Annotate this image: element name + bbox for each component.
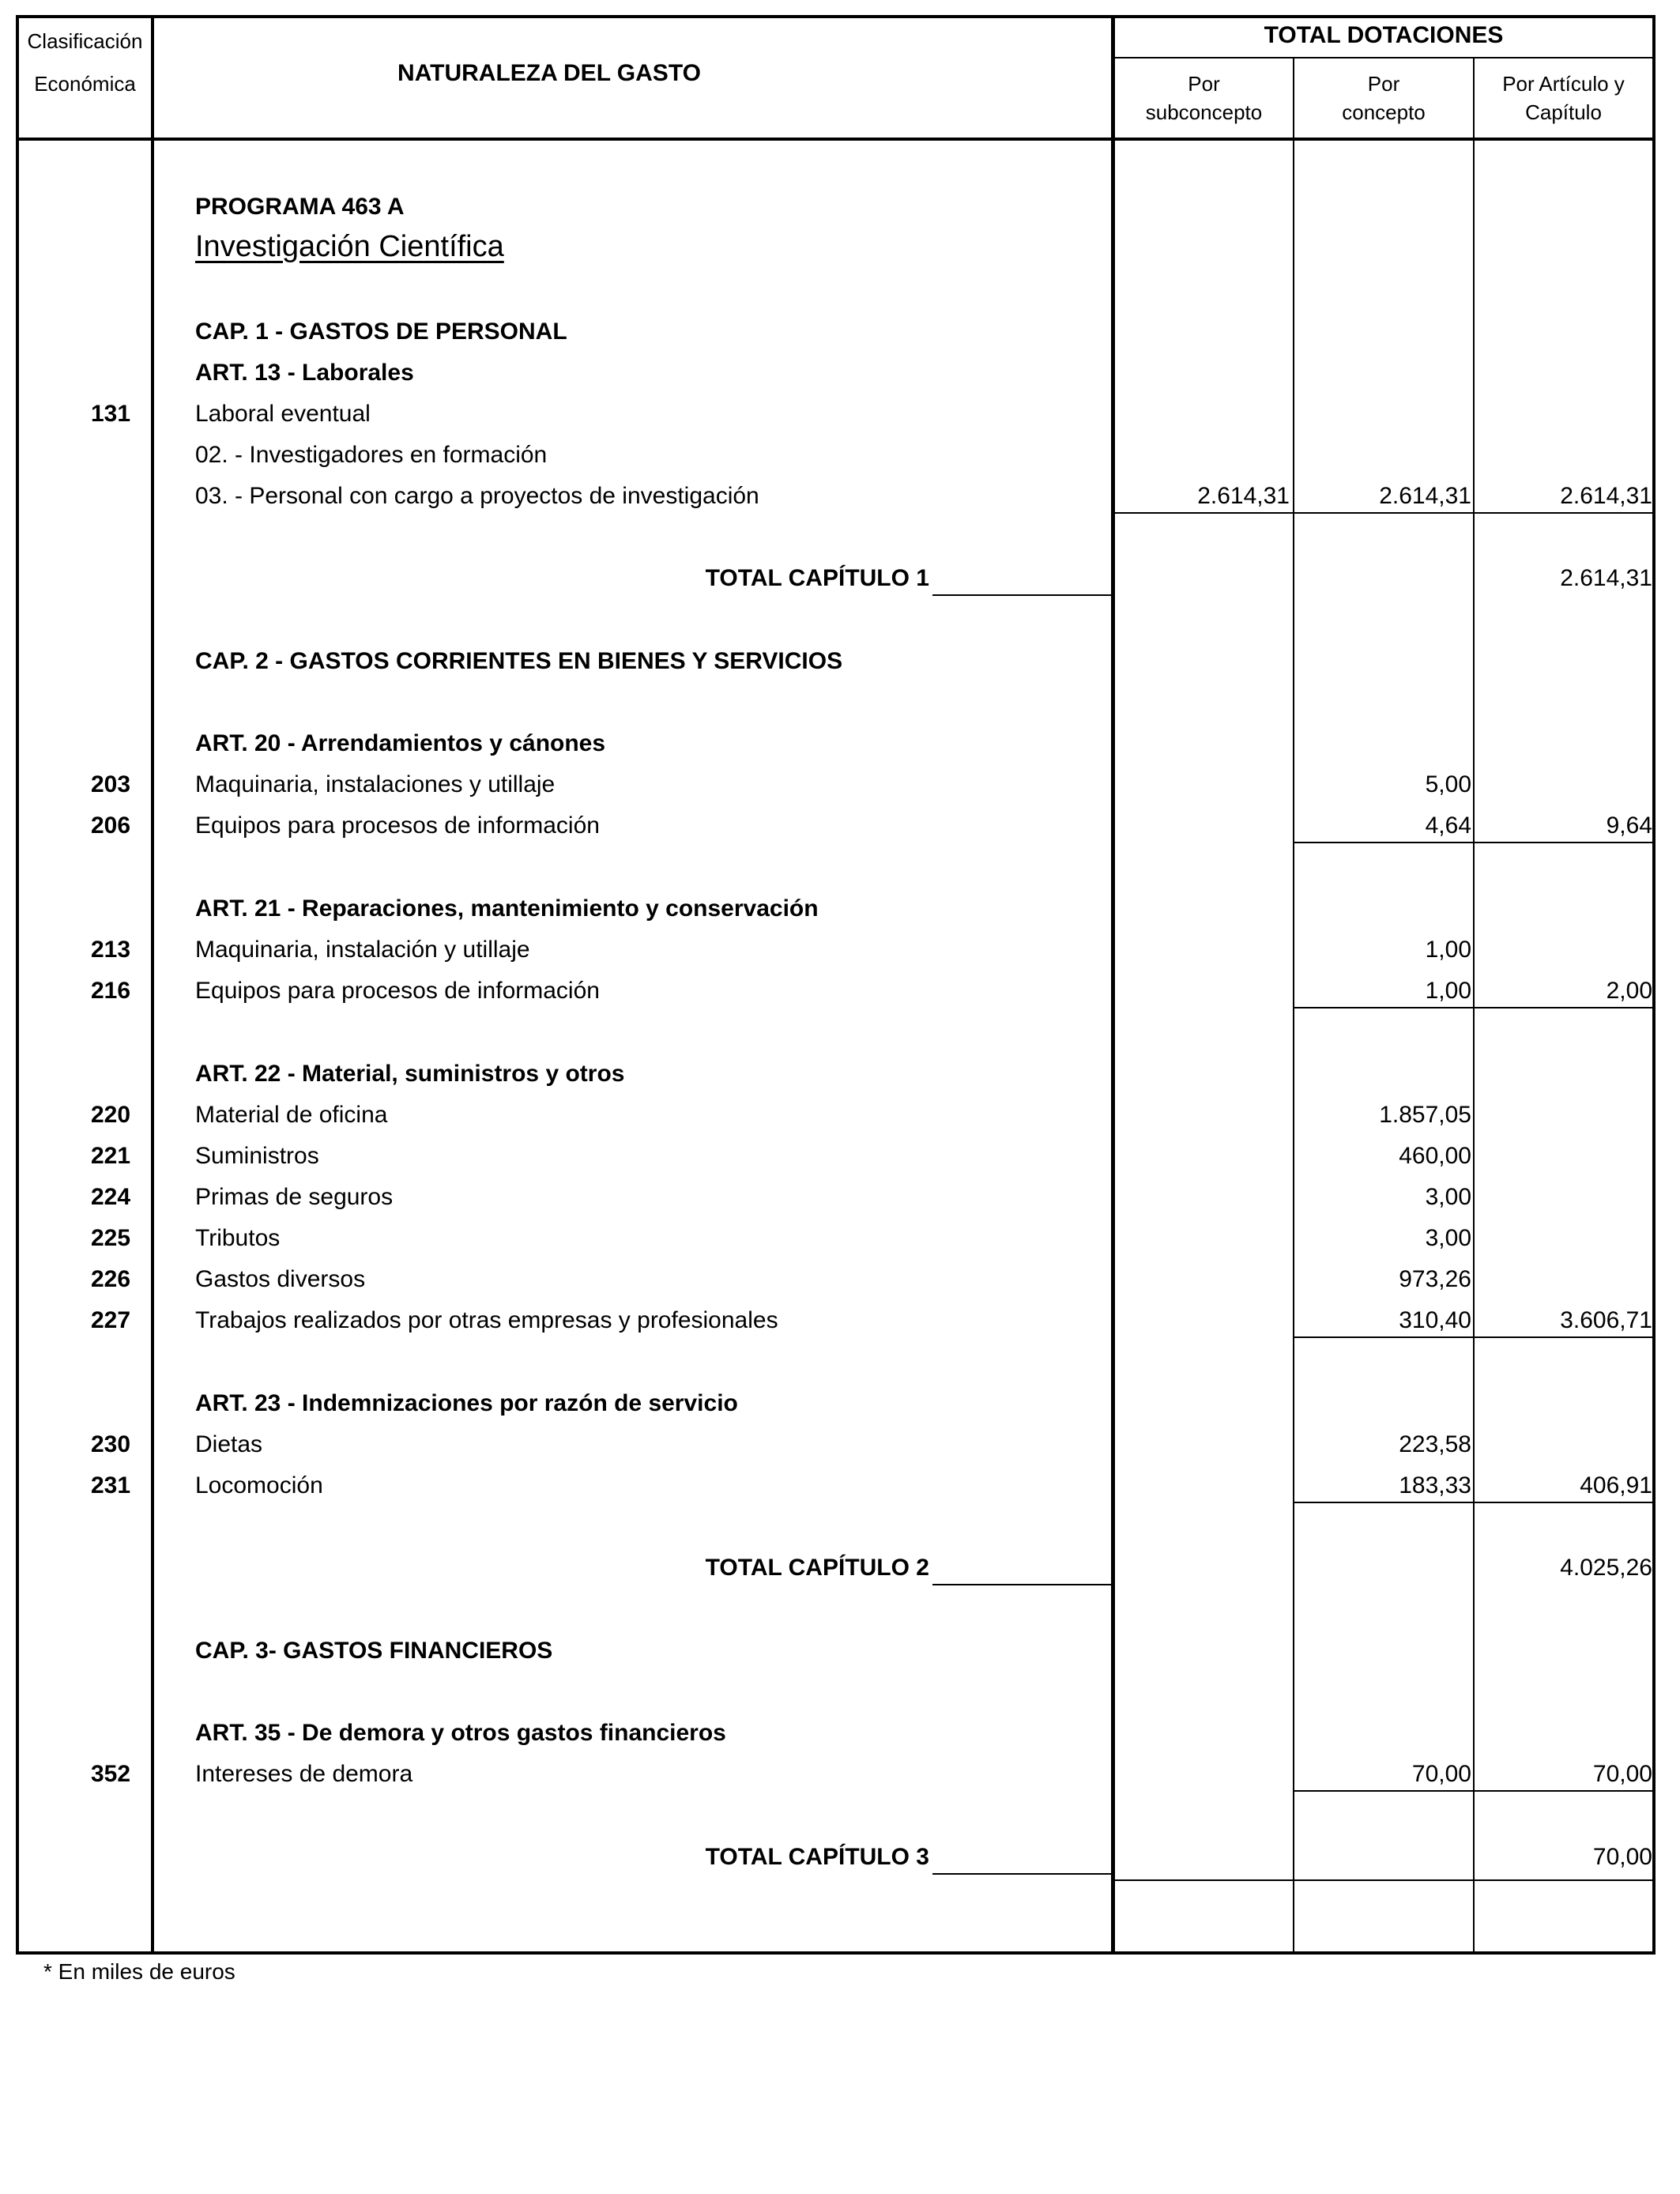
value-concepto: 70,00: [1411, 1761, 1471, 1787]
total-capitulo-2-label: TOTAL CAPÍTULO 2: [705, 1555, 929, 1581]
header-col3-line1: Por Artículo y: [1502, 72, 1625, 96]
header-col1-line2: subconcepto: [1145, 100, 1263, 124]
total-capitulo-1-label: TOTAL CAPÍTULO 1: [705, 565, 929, 591]
subtotal-rule: [1294, 1336, 1652, 1338]
frame-left: [16, 15, 19, 1955]
row-code: 230: [90, 1431, 131, 1457]
total-capitulo-1-value: 2.614,31: [1560, 565, 1652, 591]
row-desc: Laboral eventual: [195, 401, 371, 427]
header-col2-line1: Por: [1367, 72, 1400, 96]
row-desc: Intereses de demora: [195, 1761, 413, 1787]
total-rule: [932, 1873, 1111, 1875]
value-concepto: 223,58: [1399, 1431, 1471, 1457]
total-dotaciones-rule: [1111, 57, 1656, 58]
header-separator: [16, 138, 1656, 141]
total-capitulo-3-label: TOTAL CAPÍTULO 3: [705, 1844, 929, 1870]
programa-code: PROGRAMA 463 A: [195, 194, 405, 220]
row-desc: Dietas: [195, 1431, 263, 1457]
header-naturaleza: NATURALEZA DEL GASTO: [397, 60, 701, 86]
row-code: 226: [90, 1266, 131, 1292]
closing-rule: [1115, 1879, 1652, 1881]
value-concepto: 973,26: [1399, 1266, 1471, 1292]
value-concepto: 2.614,31: [1379, 483, 1471, 509]
subtotal-rule: [1294, 1790, 1652, 1792]
header-col3-line2: Capítulo: [1525, 100, 1602, 124]
subtotal-rule: [1294, 1007, 1652, 1008]
row-desc: Material de oficina: [195, 1102, 388, 1128]
row-code: 231: [90, 1472, 131, 1498]
total-capitulo-2-value: 4.025,26: [1560, 1555, 1652, 1581]
header-col2-line2: concepto: [1342, 100, 1426, 124]
value-subconcepto: 2.614,31: [1197, 483, 1290, 509]
col-rule-desc: [1111, 15, 1115, 1955]
art20-title: ART. 20 - Arrendamientos y cánones: [195, 730, 606, 756]
value-concepto: 460,00: [1399, 1143, 1471, 1169]
row-desc: Trabajos realizados por otras empresas y profesionales: [195, 1307, 778, 1333]
value-concepto: 5,00: [1425, 771, 1471, 797]
art13-title: ART. 13 - Laborales: [195, 360, 414, 386]
value-articulo: 9,64: [1606, 812, 1652, 839]
row-desc: Suministros: [195, 1143, 319, 1169]
header-clasificacion: Clasificación: [27, 29, 143, 53]
row-code: 203: [90, 771, 131, 797]
col-rule-sub: [1293, 57, 1294, 1955]
total-rule: [932, 1584, 1111, 1585]
value-concepto: 183,33: [1399, 1472, 1471, 1498]
subtotal-rule: [1294, 842, 1652, 843]
cap3-title: CAP. 3- GASTOS FINANCIEROS: [195, 1638, 553, 1664]
row-code: 227: [90, 1307, 131, 1333]
subtotal-rule: [1294, 1502, 1652, 1503]
row-code: 216: [90, 978, 131, 1004]
row-code: 213: [90, 937, 131, 963]
cap1-title: CAP. 1 - GASTOS DE PERSONAL: [195, 319, 567, 345]
art23-title: ART. 23 - Indemnizaciones por razón de servicio: [195, 1390, 738, 1416]
value-concepto: 1,00: [1425, 978, 1471, 1004]
value-articulo: 3.606,71: [1560, 1307, 1652, 1333]
row-code: 220: [90, 1102, 131, 1128]
row-desc: Maquinaria, instalaciones y utillaje: [195, 771, 556, 797]
row-code: 131: [90, 401, 131, 427]
row-desc: Equipos para procesos de información: [195, 812, 600, 839]
value-articulo: 2,00: [1606, 978, 1652, 1004]
value-concepto: 1,00: [1425, 937, 1471, 963]
value-concepto: 4,64: [1425, 812, 1471, 839]
value-concepto: 3,00: [1425, 1225, 1471, 1251]
row-code: 225: [90, 1225, 131, 1251]
total-capitulo-3-value: 70,00: [1592, 1844, 1652, 1870]
frame-top: [16, 15, 1656, 18]
value-articulo: 406,91: [1580, 1472, 1652, 1498]
row-code: 224: [90, 1184, 131, 1210]
art21-title: ART. 21 - Reparaciones, mantenimiento y conservación: [195, 895, 819, 922]
cap2-title: CAP. 2 - GASTOS CORRIENTES EN BIENES Y SERVICIOS: [195, 648, 843, 674]
footnote: * En miles de euros: [43, 1959, 235, 1984]
header-col1-line1: Por: [1188, 72, 1220, 96]
value-concepto: 1.857,05: [1379, 1102, 1471, 1128]
programa-title: Investigación Científica: [195, 230, 504, 263]
art22-title: ART. 22 - Material, suministros y otros: [195, 1061, 625, 1087]
col-rule-code: [151, 15, 154, 1955]
value-articulo: 2.614,31: [1560, 483, 1652, 509]
row-desc: Primas de seguros: [195, 1184, 394, 1210]
frame-right: [1652, 15, 1656, 1955]
total-rule: [932, 594, 1111, 596]
row-desc: Locomoción: [195, 1472, 323, 1498]
header-total-dotaciones: TOTAL DOTACIONES: [1264, 22, 1504, 48]
row-desc: Gastos diversos: [195, 1266, 366, 1292]
row-code: 352: [90, 1761, 131, 1787]
row-desc: Equipos para procesos de información: [195, 978, 600, 1004]
row-code: 206: [90, 812, 131, 839]
header-economica: Económica: [34, 72, 136, 96]
row-desc: Tributos: [195, 1225, 281, 1251]
frame-bottom: [16, 1951, 1656, 1955]
value-concepto: 3,00: [1425, 1184, 1471, 1210]
value-articulo: 70,00: [1592, 1761, 1652, 1787]
value-concepto: 310,40: [1399, 1307, 1471, 1333]
row-code: 221: [90, 1143, 131, 1169]
row-desc: Maquinaria, instalación y utillaje: [195, 937, 530, 963]
row-desc: 03. - Personal con cargo a proyectos de investigación: [195, 483, 759, 509]
art35-title: ART. 35 - De demora y otros gastos financieros: [195, 1720, 726, 1746]
col-rule-con: [1473, 57, 1475, 1955]
subtotal-rule: [1115, 512, 1652, 514]
row-desc: 02. - Investigadores en formación: [195, 442, 548, 468]
